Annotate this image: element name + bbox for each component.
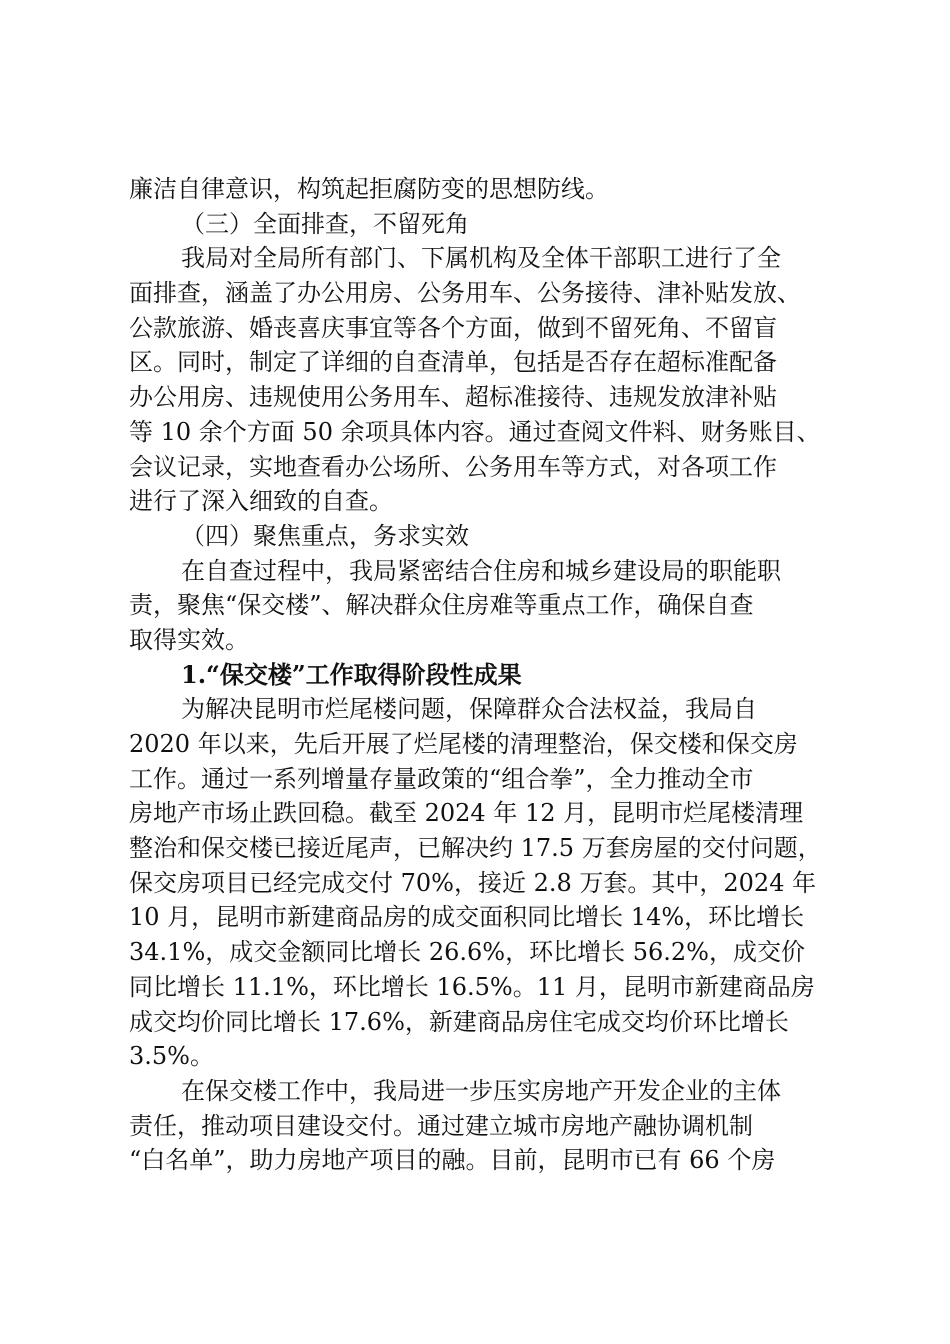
paragraph-line: 廉洁自律意识，构筑起拒腐防变的思想防线。 [129,175,609,203]
paragraph-line: 责任，推动项目建设交付。通过建立城市房地产融协调机制 [129,1111,753,1140]
paragraph-line: 面排查，涵盖了办公用房、公务用车、公务接待、津补贴发放、 [129,279,801,308]
section-heading: （四）聚焦重点，务求实效 [181,521,469,550]
paragraph-line: 在自查过程中，我局紧密结合住房和城乡建设局的职能职 [181,556,781,585]
paragraph-line: 同比增长 11.1%，环比增长 16.5%。11 月，昆明市新建商品房 [129,972,815,1001]
section-heading: （三）全面排查，不留死角 [181,209,469,238]
paragraph-line: 等 10 余个方面 50 余项具体内容。通过查阅文件料、财务账目、 [129,417,821,446]
paragraph-line: 房地产市场止跌回稳。截至 2024 年 12 月，昆明市烂尾楼清理 [129,799,804,828]
paragraph-line: 取得实效。 [129,625,249,654]
paragraph-line: 在保交楼工作中，我局进一步压实房地产开发企业的主体 [181,1076,781,1105]
paragraph-line: 进行了深入细致的自查。 [129,487,393,516]
paragraph-line: 区。同时，制定了详细的自查清单，包括是否存在超标准配备 [129,348,777,377]
paragraph-line: “白名单”，助力房地产项目的融。目前，昆明市已有 66 个房 [129,1146,776,1175]
paragraph-line: 为解决昆明市烂尾楼问题，保障群众合法权益，我局自 [181,695,757,724]
paragraph-line: 保交房项目已经完成交付 70%，接近 2.8 万套。其中，2024 年 [129,868,817,897]
paragraph-line: 34.1%，成交金额同比增长 26.6%，环比增长 56.2%，成交价 [129,938,805,967]
paragraph-line: 整治和保交楼已接近尾声，已解决约 17.5 万套房屋的交付问题， [129,834,822,863]
paragraph-line: 责，聚焦“保交楼”、解决群众住房难等重点工作，确保自查 [129,591,754,620]
paragraph-line: 3.5%。 [129,1042,214,1071]
subsection-heading: 1.“保交楼”工作取得阶段性成果 [181,659,522,689]
paragraph-line: 10 月，昆明市新建商品房的成交面积同比增长 14%，环比增长 [129,903,805,932]
paragraph-line: 成交均价同比增长 17.6%，新建商品房住宅成交均价环比增长 [129,1007,789,1036]
paragraph-line: 办公用房、违规使用公务用车、超标准接待、违规发放津补贴 [129,383,777,412]
paragraph-line: 2020 年以来，先后开展了烂尾楼的清理整治，保交楼和保交房 [129,730,798,758]
paragraph-line: 工作。通过一系列增量存量政策的“组合拳”，全力推动全市 [129,764,754,793]
document-body [129,172,829,1178]
paragraph-line: 会议记录，实地查看办公场所、公务用车等方式，对各项工作 [129,452,777,481]
paragraph-line: 我局对全局所有部门、下属机构及全体干部职工进行了全 [181,244,781,273]
paragraph-line: 公款旅游、婚丧喜庆事宜等各个方面，做到不留死角、不留盲 [129,313,777,342]
